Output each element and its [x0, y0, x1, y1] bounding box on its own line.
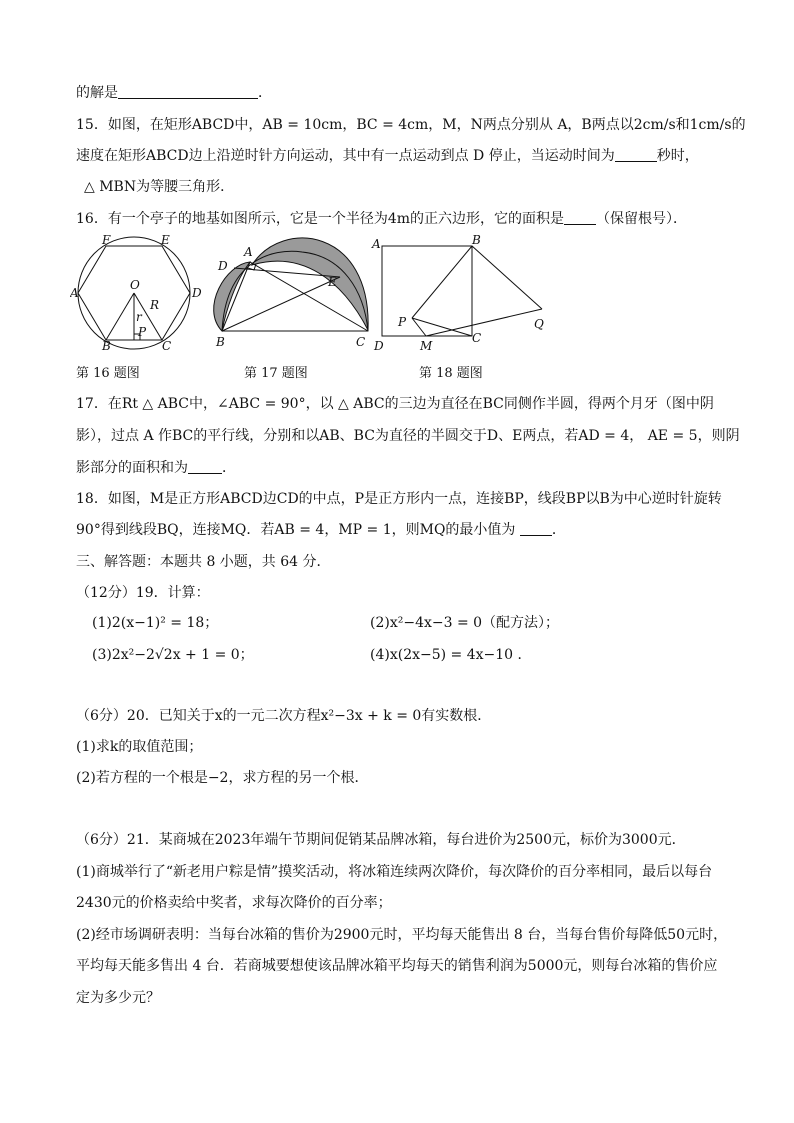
- label-O: O: [130, 278, 140, 292]
- q18-line-2: 90°得到线段BQ，连接MQ．若AB = 4，MP = 1，则MQ的最小值为 ．: [76, 522, 566, 538]
- q17-line-2: 影），过点 A 作BC的平行线，分别和以AB、BC为直径的半圆交于D、E两点，若AD = 4， AE = 5，则阴: [76, 428, 740, 444]
- label-C: C: [356, 335, 366, 349]
- figure-17-lunes: [212, 230, 378, 352]
- q21-item-2c: 定为多少元？: [76, 990, 160, 1006]
- label-A: A: [70, 286, 79, 300]
- q20-item-1: (1)求k的取值范围；: [76, 739, 203, 755]
- q20-item-2: (2)若方程的一个根是−2，求方程的另一个根．: [76, 770, 369, 786]
- q19-head: （12分）19．计算：: [76, 585, 210, 601]
- label-r: r: [136, 310, 142, 324]
- q21-item-1a: (1)商城举行了“新老用户粽是情”摸奖活动，将冰箱连续两次降价，每次降价的百分率相同，最后以每台: [76, 864, 713, 880]
- answer-blank[interactable]: [564, 210, 596, 225]
- q21-item-1b: 2430元的价格卖给中奖者，求每次降价的百分率；: [76, 895, 392, 911]
- q15-line-2: 速度在矩形ABCD边上沿逆时针方向运动，其中有一点运动到点 D 停止，当运动时间为 秒时，: [76, 148, 699, 164]
- answer-blank[interactable]: [118, 84, 258, 99]
- q21-head: （6分）21．某商城在2023年端午节期间促销某品牌冰箱，每台进价为2500元，标价为3000元．: [76, 832, 686, 848]
- figure-16-hexagon: [70, 232, 210, 354]
- label-C: C: [162, 339, 172, 353]
- caption-fig16: 第 16 题图: [76, 366, 140, 381]
- label-E: E: [328, 275, 337, 289]
- figure-18-square: [368, 232, 554, 356]
- label-M: M: [420, 339, 433, 353]
- q19-item-1: (1)2(x−1)² = 18；: [92, 615, 219, 631]
- q21-item-2a: (2)经市场调研表明：当每台冰箱的售价为2900元时，平均每天能售出 8 台，当每台售价每降低50元时，: [76, 927, 728, 943]
- label-A: A: [244, 245, 253, 259]
- q18-line-1: 18．如图，M是正方形ABCD边CD的中点，P是正方形内一点，连接BP，线段BP以B为中心逆时针旋转: [76, 491, 722, 507]
- q15-line-1: 15．如图，在矩形ABCD中，AB = 10cm，BC = 4cm，M，N两点分别从 A，B两点以2cm/s和1cm/s的: [76, 117, 746, 133]
- q17-line-1: 17．在Rt △ ABC中，∠ABC = 90°，以 △ ABC的三边为直径在BC同侧作半圆，得两个月牙（图中阴: [76, 396, 714, 412]
- label-B: B: [472, 233, 481, 247]
- answer-blank[interactable]: [520, 521, 552, 536]
- q17-line-3: 影部分的面积和为 ．: [76, 460, 236, 476]
- label-B: B: [216, 335, 225, 349]
- answer-blank[interactable]: [615, 147, 657, 162]
- q15-line-3: △ MBN为等腰三角形．: [84, 179, 235, 195]
- label-A: A: [372, 237, 381, 251]
- label-Q: Q: [534, 317, 544, 331]
- q19-item-4: (4)x(2x−5) = 4x−10 ．: [370, 647, 532, 663]
- label-B: B: [102, 339, 111, 353]
- q19-item-3: (3)2x²−2√2x + 1 = 0；: [92, 647, 254, 663]
- label-C: C: [472, 331, 482, 345]
- caption-fig17: 第 17 题图: [244, 366, 308, 381]
- label-P: P: [398, 315, 407, 329]
- q21-item-2b: 平均每天能多售出 4 台．若商城要想使该品牌冰箱平均每天的销售利润为5000元，则每台冰箱的售价应: [76, 958, 718, 974]
- q19-item-2: (2)x²−4x−3 = 0（配方法）；: [370, 615, 560, 631]
- caption-fig18: 第 18 题图: [419, 366, 483, 381]
- section-3-heading: 三、解答题：本题共 8 小题，共 64 分．: [76, 554, 331, 570]
- label-F: F: [102, 233, 111, 247]
- label-R: R: [150, 298, 160, 312]
- label-D: D: [218, 259, 228, 273]
- label-P: P: [138, 325, 147, 339]
- label-E: E: [161, 233, 170, 247]
- label-D: D: [192, 286, 202, 300]
- q16-line: 16．有一个亭子的地基如图所示，它是一个半径为4m的正六边形，它的面积是 （保留根号）．: [76, 211, 687, 227]
- label-D: D: [374, 339, 384, 353]
- q14-tail: 的解是 ．: [76, 85, 272, 101]
- answer-blank[interactable]: [188, 459, 222, 474]
- q20-head: （6分）20．已知关于x的一元二次方程x²−3x + k = 0有实数根．: [76, 708, 492, 724]
